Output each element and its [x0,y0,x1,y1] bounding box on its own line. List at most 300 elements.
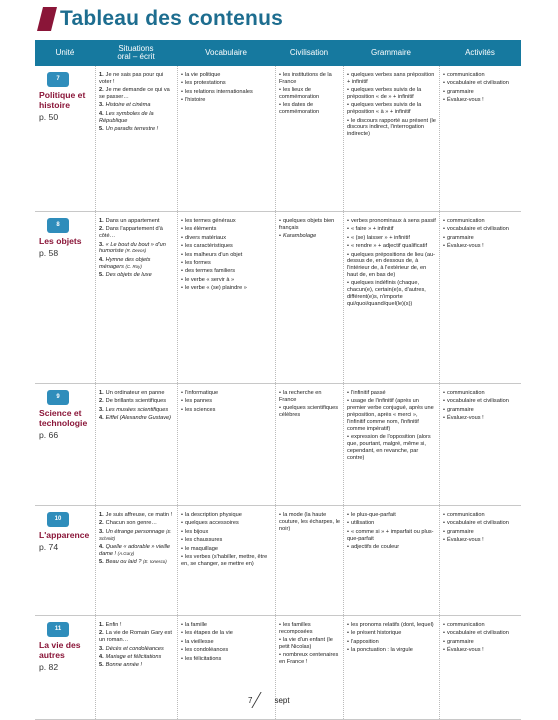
list-item [443,529,518,536]
item-number: 2. [99,520,104,527]
civilisation-cell [275,66,343,211]
situation-text: « Le bout du bout » d'un humoriste [99,241,166,255]
list-item [443,235,518,242]
bullet-icon: • [181,528,183,535]
item-number: 5. [99,559,104,566]
bullet-icon: • [181,647,183,654]
situation-text: Bonne année ! [105,662,143,669]
bullet-icon: • [347,622,349,628]
list-item [443,512,518,519]
list-item [99,646,174,653]
bullet-icon: • [443,638,445,645]
unit-page: p. 74 [39,541,59,552]
item-number: 4. [99,544,104,551]
item-text: quelques verbes suivis de la préposition « de » + infinitif [347,87,422,101]
item-text: quelques accessoires [184,520,239,527]
list-item [99,398,174,405]
bullet-icon: • [443,537,445,544]
bullet-icon: • [181,390,183,396]
bullet-icon: • [347,117,349,124]
bullet-list [181,622,272,662]
list-item [99,654,174,661]
list-item [347,529,436,543]
item-text: quelques scientifiques célèbres [279,405,339,419]
list-item [99,559,174,566]
bullet-icon: • [443,512,445,518]
list-item [347,102,436,116]
list-item [347,630,436,637]
grammaire-cell [343,384,439,505]
bullet-icon: • [347,520,349,527]
bullet-list [181,218,272,292]
table-row [35,384,521,506]
list-item [99,630,174,644]
item-text: quelques objets bien français [279,218,335,231]
list-item [181,89,272,96]
situation-text: Enfin ! [105,622,122,628]
item-text: nombreux centenaires en France ! [279,652,339,666]
list-item [347,87,436,101]
item-text: verbes pronominaux à sens passif [350,218,436,224]
list-item [181,97,272,104]
list-item [181,260,272,267]
item-text: les lieux de commémoration [279,87,320,101]
bullet-icon: • [181,243,183,250]
list-item [347,280,436,307]
item-text: communication [446,390,485,396]
bullet-icon: • [279,233,281,240]
item-text: « (se) laisser » + infinitif [350,234,410,241]
list-item [181,639,272,646]
situations-cell [95,616,177,719]
list-item [347,235,436,242]
bullet-icon: • [181,398,183,405]
bullet-icon: • [181,218,183,224]
situation-author: (E. Schmitt) [99,528,172,541]
bullet-icon: • [279,87,281,94]
bullet-icon: • [181,554,183,561]
list-item [181,529,272,536]
item-text: les félicitations [184,655,222,662]
activites-cell [439,616,521,719]
list-item [181,72,272,79]
list-item [181,520,272,527]
list-item [279,622,340,636]
item-text: les malheurs d'un objet [184,251,243,258]
bullet-list [443,72,518,104]
situation-text: Les symboles de la République [99,110,154,124]
situations-cell [95,66,177,211]
list-item [443,407,518,414]
list-item [181,218,272,225]
item-text: adjectifs de couleur [350,544,400,551]
unit-number-icon: 9 [47,390,69,405]
item-text: les termes généraux [184,218,236,224]
situation-text: Hymne des objets ménagers [99,256,151,270]
situation-text: Je me demande ce qui va se passer… [99,87,170,101]
list-item [443,415,518,422]
page-number: 7 [248,695,253,705]
bullet-icon: • [347,87,349,94]
bullet-icon: • [347,390,349,396]
list-item [181,277,272,284]
bullet-icon: • [443,72,445,78]
situations-list [99,512,174,566]
item-text: vocabulaire et civilisation [446,520,509,527]
item-text: grammaire [446,638,474,645]
list-item [347,434,436,461]
table-row [35,66,521,212]
item-text: la mode (la haute couture, les écharpes, le noir) [279,512,340,532]
item-number: 3. [99,528,104,535]
item-text: les formes [184,260,211,267]
contents-table [35,40,521,720]
list-item [99,72,174,86]
list-item [443,243,518,250]
situation-text: De brillants scientifiques [105,398,166,405]
item-text: la vie d'un enfant (le petit Nicolas) [279,637,333,651]
bullet-icon: • [279,72,281,78]
unit-name: Politique et histoire [39,90,86,110]
activites-cell [439,212,521,383]
item-text: « faire » + infinitif [350,226,394,233]
bullet-list [443,390,518,422]
situation-text: Dans l'appartement d'à côté… [99,226,163,240]
list-item [443,390,518,397]
item-number: 3. [99,406,104,413]
bullet-icon: • [443,226,445,233]
item-text: Évaluez-vous ! [446,97,484,104]
item-number: 5. [99,126,104,133]
list-item [443,218,518,225]
item-text: divers matériaux [184,234,227,241]
item-text: le présent historique [350,630,402,637]
unit-page: p. 50 [39,111,59,122]
bullet-icon: • [347,243,349,250]
item-text: Évaluez-vous ! [446,243,484,250]
item-text: l'infinitif passé [350,390,386,396]
bullet-icon: • [347,647,349,654]
bullet-list [181,72,272,104]
bullet-icon: • [181,234,183,241]
bullet-list [181,390,272,414]
list-item [443,622,518,629]
bullet-list [347,390,436,461]
list-item [99,87,174,101]
item-text: communication [446,622,485,628]
item-number: 5. [99,662,104,669]
list-item [181,512,272,519]
bullet-icon: • [347,226,349,233]
table-row [35,212,521,384]
list-item [181,252,272,259]
item-text: quelques indéfinis (chaque, chacun(e), certain(e)s, d'autres, différent(e)s, n'importe qui/quoi/quand/quel(le)(s)) [347,280,426,307]
bullet-icon: • [181,655,183,662]
bullet-icon: • [443,80,445,87]
list-item [443,537,518,544]
item-text: vocabulaire et civilisation [446,630,509,637]
bullet-list [279,390,340,419]
list-item [99,622,174,629]
situations-list [99,218,174,279]
list-item [347,226,436,233]
item-text: les verbes (s'habiller, mettre, être en, se changer, se mettre en) [181,554,268,567]
item-number: 5. [99,272,104,279]
item-text: quelques prépositions de lieu (au-dessus de, en dessous de, à l'intérieur de, à l'extérieur de, en haut de, en bas de) [347,251,435,279]
bullet-icon: • [443,528,445,535]
unit-page: p. 66 [39,429,59,440]
item-number: 4. [99,654,104,661]
item-text: la vieillesse [184,638,214,645]
situation-text: Un paradis terrestre ! [105,126,159,133]
list-item [347,398,436,432]
item-text: la ponctuation : la virgule [350,647,413,654]
bullet-icon: • [279,622,281,628]
item-number: 1. [99,512,104,518]
item-text: les sciences [184,406,216,413]
item-text: grammaire [446,406,474,413]
item-text: les éléments [184,226,217,233]
item-text: utilisation [350,520,375,527]
situation-text: Des objets de luxe [105,272,152,279]
list-item [443,80,518,87]
bullet-list [279,72,340,116]
header-situations: Situations oral – écrit [117,43,155,61]
list-item [443,520,518,527]
item-text: les familles recomposées [279,622,313,635]
list-item [347,639,436,646]
grammaire-cell [343,616,439,719]
list-item [181,656,272,663]
item-text: les pannes [184,398,213,405]
unit-cell [35,616,95,719]
situation-author: (R. Devos) [125,248,147,254]
item-text: l'histoire [184,97,206,104]
situation-text: Je suis affreuse, ce matin ! [105,512,173,518]
item-text: expression de l'opposition (alors que, pourtant, malgré, même si, cependant, en revanche, par contre) [347,434,431,461]
list-item [347,252,436,279]
list-item [181,80,272,87]
list-item [279,218,340,232]
list-item [279,87,340,101]
header-civilisation: Civilisation [289,47,329,57]
list-item [347,622,436,629]
list-item [279,72,340,86]
bullet-list [181,512,272,568]
bullet-icon: • [181,260,183,267]
list-item [181,554,272,568]
bullet-icon: • [279,390,281,396]
vocabulaire-cell [177,506,275,615]
bullet-icon: • [347,72,349,78]
item-number: 2. [99,398,104,405]
item-text: les étapes de la vie [184,630,233,637]
situation-text: Histoire et cinéma [105,102,151,109]
bullet-list [279,512,340,532]
item-text: quelques verbes sans préposition + infinitif [347,72,435,85]
item-text: les pronoms relatifs (dont, lequel) [350,622,434,628]
bullet-icon: • [181,537,183,544]
list-item [181,537,272,544]
header-activites: Activités [465,47,495,57]
situations-list [99,622,174,669]
item-text: grammaire [446,528,474,535]
list-item [99,520,174,527]
list-item [99,662,174,669]
list-item [99,529,174,543]
activites-cell [439,384,521,505]
list-item [279,652,340,666]
situation-text: Chacun son genre… [105,520,157,527]
list-item [99,111,174,125]
item-text: les bijoux [184,528,209,535]
item-text: la description physique [184,512,242,518]
item-text: vocabulaire et civilisation [446,398,509,405]
item-text: Évaluez-vous ! [446,537,484,544]
item-text: vocabulaire et civilisation [446,80,509,87]
vocabulaire-cell [177,384,275,505]
bullet-list [279,622,340,666]
bullet-icon: • [443,622,445,628]
unit-cell [35,506,95,615]
bullet-icon: • [443,406,445,413]
bullet-icon: • [181,88,183,95]
bullet-icon: • [347,630,349,637]
unit-cell [35,66,95,211]
item-text: grammaire [446,88,474,95]
list-item [443,97,518,104]
list-item [181,235,272,242]
unit-name: Science et technologie [39,408,88,428]
item-text: le verbe « (se) plaindre » [184,285,247,292]
bullet-icon: • [443,520,445,527]
list-item [99,226,174,240]
unit-page: p. 82 [39,661,59,672]
page-title: Tableau des contenus [60,7,283,30]
item-number: 3. [99,102,104,109]
item-text: communication [446,218,485,224]
list-item [279,390,340,404]
situation-text: Décès et condoléances [105,645,164,652]
item-text: quelques verbes suivis de la préposition « à » + infinitif [347,102,422,116]
bullet-icon: • [443,243,445,250]
bullet-icon: • [443,234,445,241]
activites-cell [439,506,521,615]
list-item [181,407,272,414]
situation-text: Un étrange personnage [105,528,165,535]
unit-number-icon: 8 [47,218,69,233]
list-item [181,268,272,275]
bullet-icon: • [347,638,349,645]
list-item [443,630,518,637]
list-item [99,102,174,109]
item-number: 3. [99,645,104,652]
list-item [99,126,174,133]
title-accent-mark [37,7,57,31]
item-text: le maquillage [184,545,218,552]
bullet-icon: • [181,226,183,233]
list-item [99,415,174,422]
list-item [279,233,340,240]
list-item [181,226,272,233]
list-item [279,102,340,116]
unit-name: L'apparence [39,530,90,540]
bullet-list [347,218,436,308]
list-item [443,647,518,654]
item-text: le plus-que-parfait [350,512,396,518]
grammaire-cell [343,212,439,383]
bullet-icon: • [181,630,183,637]
bullet-list [279,218,340,240]
item-text: les dates de commémoration [279,102,320,116]
list-item [181,622,272,629]
situations-cell [95,212,177,383]
list-item [443,72,518,79]
situation-text: Un ordinateur en panne [105,390,165,396]
situations-cell [95,384,177,505]
list-item [443,639,518,646]
bullet-icon: • [181,268,183,275]
list-item [99,544,174,558]
unit-number-icon: 10 [47,512,69,527]
item-text: Évaluez-vous ! [446,647,484,654]
bullet-list [443,622,518,654]
item-number: 1. [99,72,104,78]
list-item [99,407,174,414]
bullet-icon: • [279,637,281,644]
bullet-icon: • [443,97,445,104]
activites-cell [439,66,521,211]
bullet-icon: • [181,97,183,104]
bullet-icon: • [347,251,349,258]
list-item [443,398,518,405]
item-text: usage de l'infinitif (après un premier verbe conjugué, après une préposition, après « merci », l'infinitif comme nom, l'infinitif comme impératif) [347,398,434,432]
bullet-icon: • [443,390,445,396]
bullet-icon: • [181,276,183,283]
bullet-list [443,218,518,250]
item-number: 1. [99,622,104,628]
list-item [99,242,174,256]
bullet-icon: • [279,405,281,412]
item-number: 2. [99,226,104,233]
bullet-icon: • [279,102,281,109]
bullet-icon: • [181,520,183,527]
header-unite: Unité [55,47,75,57]
situations-list [99,72,174,133]
list-item [347,520,436,527]
item-text: la famille [184,622,208,628]
item-text: la vie politique [184,72,221,78]
page-title-bar [40,4,283,34]
list-item [347,390,436,397]
bullet-icon: • [347,280,349,287]
item-number: 2. [99,87,104,94]
list-item [181,285,272,292]
bullet-icon: • [181,80,183,87]
bullet-icon: • [443,415,445,422]
item-text: « rendre » + adjectif qualificatif [350,243,427,250]
situation-text: Mariage et félicitations [105,654,162,661]
bullet-icon: • [347,102,349,109]
item-text: les caractéristiques [184,243,233,250]
bullet-icon: • [181,622,183,628]
list-item [347,544,436,551]
footer-slash [252,692,275,708]
item-text: Karambolage [282,233,317,240]
situation-author: (A.Gary) [117,550,135,556]
table-row [35,506,521,616]
item-text: communication [446,512,485,518]
